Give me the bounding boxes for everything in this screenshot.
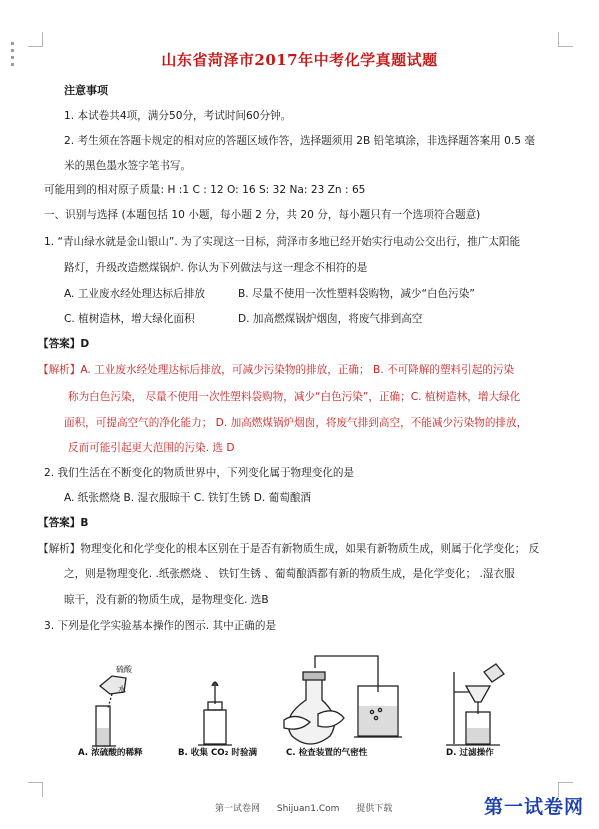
q2-stem: 2. 我们生活在不断变化的物质世界中，下列变化属于物理变化的是 [44,467,355,479]
q1-analysis-line-3: 面积，可提高空气的净化能力； D. 加高燃煤锅炉烟囱，将废气排到高空，不能减少污染物的排放， [64,417,528,429]
q1-option-a: A. 工业废水经处理达标后排放 [64,288,205,300]
q3-figures [0,648,599,758]
q2-analysis-line-3: 晾干，没有新的物质生成，是物理变化. 选B [64,594,269,606]
crop-mark-top-left [28,32,43,47]
notice-item-2-line-2: 米的黑色墨水签字笔书写。 [64,160,192,172]
page-title: 山东省菏泽市2017年中考化学真题试题 [161,51,438,69]
crop-mark-bottom-left [28,782,43,797]
figure-d-filtration [446,664,504,745]
notice-heading: 注意事项 [64,84,108,97]
footer-tagline: 提供下载 [356,804,393,814]
section-heading: 一、识别与选择 (本题包括 10 小题，每小题 2 分，共 20 分，每小题只有一个选项符合题意) [44,209,481,221]
figure-a-caption: A. 浓硫酸的稀释 [78,748,143,758]
figure-a-label-acid: 硫酸 [116,665,132,674]
q2-answer: 【答案】B [38,517,89,529]
q1-option-d: D. 加高燃煤锅炉烟囱，将废气排到高空 [238,313,423,325]
figure-a-label-water: 水 [118,685,126,694]
q1-analysis-line-1: 【解析】A. 工业废水经处理达标后排放，可减少污染物的排放，正确； B. 不可降解的塑料引起的污染 [38,364,515,376]
q2-options: A. 纸张燃烧 B. 湿衣服晾干 C. 铁钉生锈 D. 葡萄酿酒 [64,492,312,504]
q1-analysis-line-4: 反而可能引起更大范围的污染. 选 D [68,442,235,454]
q2-analysis-line-1: 【解析】物理变化和化学变化的根本区别在于是否有新物质生成，如果有新物质生成，则属于化学变化； 反 [38,543,540,555]
figure-c-caption: C. 检查装置的气密性 [286,748,368,758]
figure-c-airtightness-check [284,656,402,744]
page-footer [215,801,406,814]
site-logo: 第一试卷网 [484,796,585,818]
figure-d-caption: D. 过滤操作 [446,748,494,758]
figure-b-co2-collection [198,682,232,745]
q2-analysis-line-2: 之，则是物理变化. .纸张燃烧 、 铁钉生锈 、葡萄酿酒都有新的物质生成，是化学变化； .湿衣服 [64,568,515,580]
lab-apparatus-illustration [0,648,599,758]
footer-site-name: 第一试卷网 [215,804,261,814]
footer-site-url[interactable]: Shijuan1.Com [276,804,340,814]
q1-stem-line-2: 路灯，升级改造燃煤锅炉. 你认为下列做法与这一理念不相符的是 [64,262,368,274]
q1-option-c: C. 植树造林，增大绿化面积 [64,313,195,325]
q1-answer: 【答案】D [38,338,90,350]
figure-b-caption: B. 收集 CO₂ 时验满 [178,748,258,758]
crop-mark-top-right [558,32,573,47]
q1-analysis-line-2: 称为白色污染， 尽量不使用一次性塑料袋购物，减少“白色污染”，正确；C. 植树造林，增大绿化 [68,391,521,403]
notice-item-2-line-1: 2. 考生须在答题卡规定的相对应的答题区域作答，选择题须用 2B 铅笔填涂，非选择题答案用 0.5 毫 [64,135,535,147]
notice-item-1: 1. 本试卷共4项，满分50分，考试时间60分钟。 [64,110,292,122]
atomic-masses: 可能用到的相对原子质量: H :1 C : 12 O: 16 S: 32 Na: 23 Zn : 65 [44,184,366,196]
q1-stem-line-1: 1. “青山绿水就是金山银山”. 为了实现这一目标，菏泽市多地已经开始实行电动公交出行，推广太阳能 [44,236,521,248]
q3-stem: 3. 下列是化学实验基本操作的图示. 其中正确的是 [44,620,277,632]
q1-option-b: B. 尽量不使用一次性塑料袋购物，减少“白色污染” [238,288,475,300]
